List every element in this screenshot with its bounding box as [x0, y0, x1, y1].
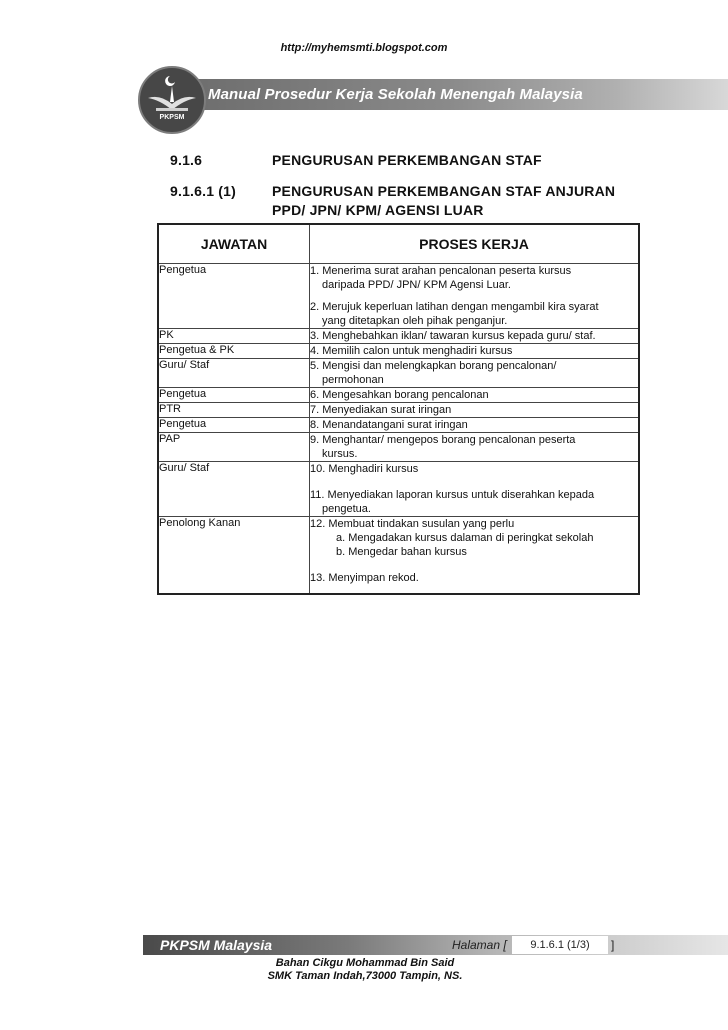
- step-item: 12. Membuat tindakan susulan yang perlu a. Mengadakan kursus dalaman di peringkat sekolah b. Mengedar bahan kursus: [310, 518, 594, 558]
- step-item: 7. Menyediakan surat iringan: [310, 404, 452, 416]
- process-cell: [310, 359, 640, 388]
- process-cell: [310, 388, 640, 403]
- step-item: 1. Menerima surat arahan pencalonan peserta kursus daripada PPD/ JPN/ KPM Agensi Luar.: [310, 265, 572, 291]
- crest-icon: [140, 68, 204, 132]
- role-cell: Pengetua: [158, 388, 310, 403]
- role-cell: PAP: [158, 433, 310, 462]
- page-label-close: ]: [611, 938, 615, 952]
- process-cell: [310, 403, 640, 418]
- credit-author: Bahan Cikgu Mohammad Bin Said: [275, 957, 455, 969]
- role-cell: Guru/ Staf: [158, 462, 310, 517]
- process-cell: [310, 418, 640, 433]
- step-item: 10. Menghadiri kursus: [310, 463, 419, 475]
- role-cell: Pengetua & PK: [158, 344, 310, 359]
- step-item: 6. Mengesahkan borang pencalonan: [310, 389, 489, 401]
- role-cell: Pengetua: [158, 264, 310, 329]
- credit-block: [240, 957, 490, 983]
- role-cell: PTR: [158, 403, 310, 418]
- header-proses-kerja: PROSES KERJA: [310, 224, 640, 264]
- role-cell: Pengetua: [158, 418, 310, 433]
- step-item: 13. Menyimpan rekod.: [310, 572, 419, 584]
- process-cell: [310, 462, 640, 517]
- footer-brand: PKPSM Malaysia: [160, 937, 273, 953]
- process-cell: [310, 329, 640, 344]
- process-cell: [310, 264, 640, 329]
- step-item: 5. Mengisi dan melengkapkan borang pencalonan/ permohonan: [310, 360, 557, 386]
- credit-school: SMK Taman Indah,73000 Tampin, NS.: [267, 970, 463, 982]
- role-cell: Guru/ Staf: [158, 359, 310, 388]
- process-cell: [310, 433, 640, 462]
- table-row: [158, 433, 639, 462]
- step-item: 4. Memilih calon untuk menghadiri kursus: [310, 345, 513, 357]
- table-row: [158, 517, 639, 595]
- table-header-row: [158, 224, 639, 264]
- step-item: 2. Merujuk keperluan latihan dengan mengambil kira syarat yang ditetapkan oleh pihak penganjur.: [310, 301, 599, 327]
- role-cell: PK: [158, 329, 310, 344]
- pkpsm-logo: [138, 66, 206, 134]
- process-table: [157, 223, 640, 595]
- table-row: [158, 329, 639, 344]
- table-row: [158, 418, 639, 433]
- role-cell: Penolong Kanan: [158, 517, 310, 595]
- subsection-number: 9.1.6.1 (1): [170, 183, 237, 199]
- table-row: [158, 344, 639, 359]
- table-row: [158, 264, 639, 329]
- subsection-title-line2: PPD/ JPN/ KPM/ AGENSI LUAR: [272, 202, 484, 218]
- header-jawatan: JAWATAN: [158, 224, 310, 264]
- logo-label: PKPSM: [159, 114, 185, 121]
- step-item: 11. Menyediakan laporan kursus untuk diserahkan kepada pengetua.: [310, 489, 595, 515]
- table-row: [158, 359, 639, 388]
- table-row: [158, 388, 639, 403]
- page-label: Halaman [: [452, 938, 507, 952]
- section-number: 9.1.6: [170, 152, 203, 168]
- step-item: 8. Menandatangani surat iringan: [310, 419, 468, 431]
- process-cell: [310, 517, 640, 595]
- source-url: http://myhemsmti.blogspot.com: [280, 42, 448, 54]
- step-item: 3. Menghebahkan iklan/ tawaran kursus kepada guru/ staf.: [310, 330, 596, 342]
- page-reference: 9.1.6.1 (1/3): [512, 936, 608, 954]
- subsection-title-line1: PENGURUSAN PERKEMBANGAN STAF ANJURAN: [272, 183, 616, 199]
- table-row: [158, 403, 639, 418]
- section-title: PENGURUSAN PERKEMBANGAN STAF: [272, 152, 542, 168]
- step-item: 9. Menghantar/ mengepos borang pencalonan peserta kursus.: [310, 434, 576, 460]
- table-row: [158, 462, 639, 517]
- process-cell: [310, 344, 640, 359]
- manual-title: Manual Prosedur Kerja Sekolah Menengah Malaysia: [208, 86, 583, 103]
